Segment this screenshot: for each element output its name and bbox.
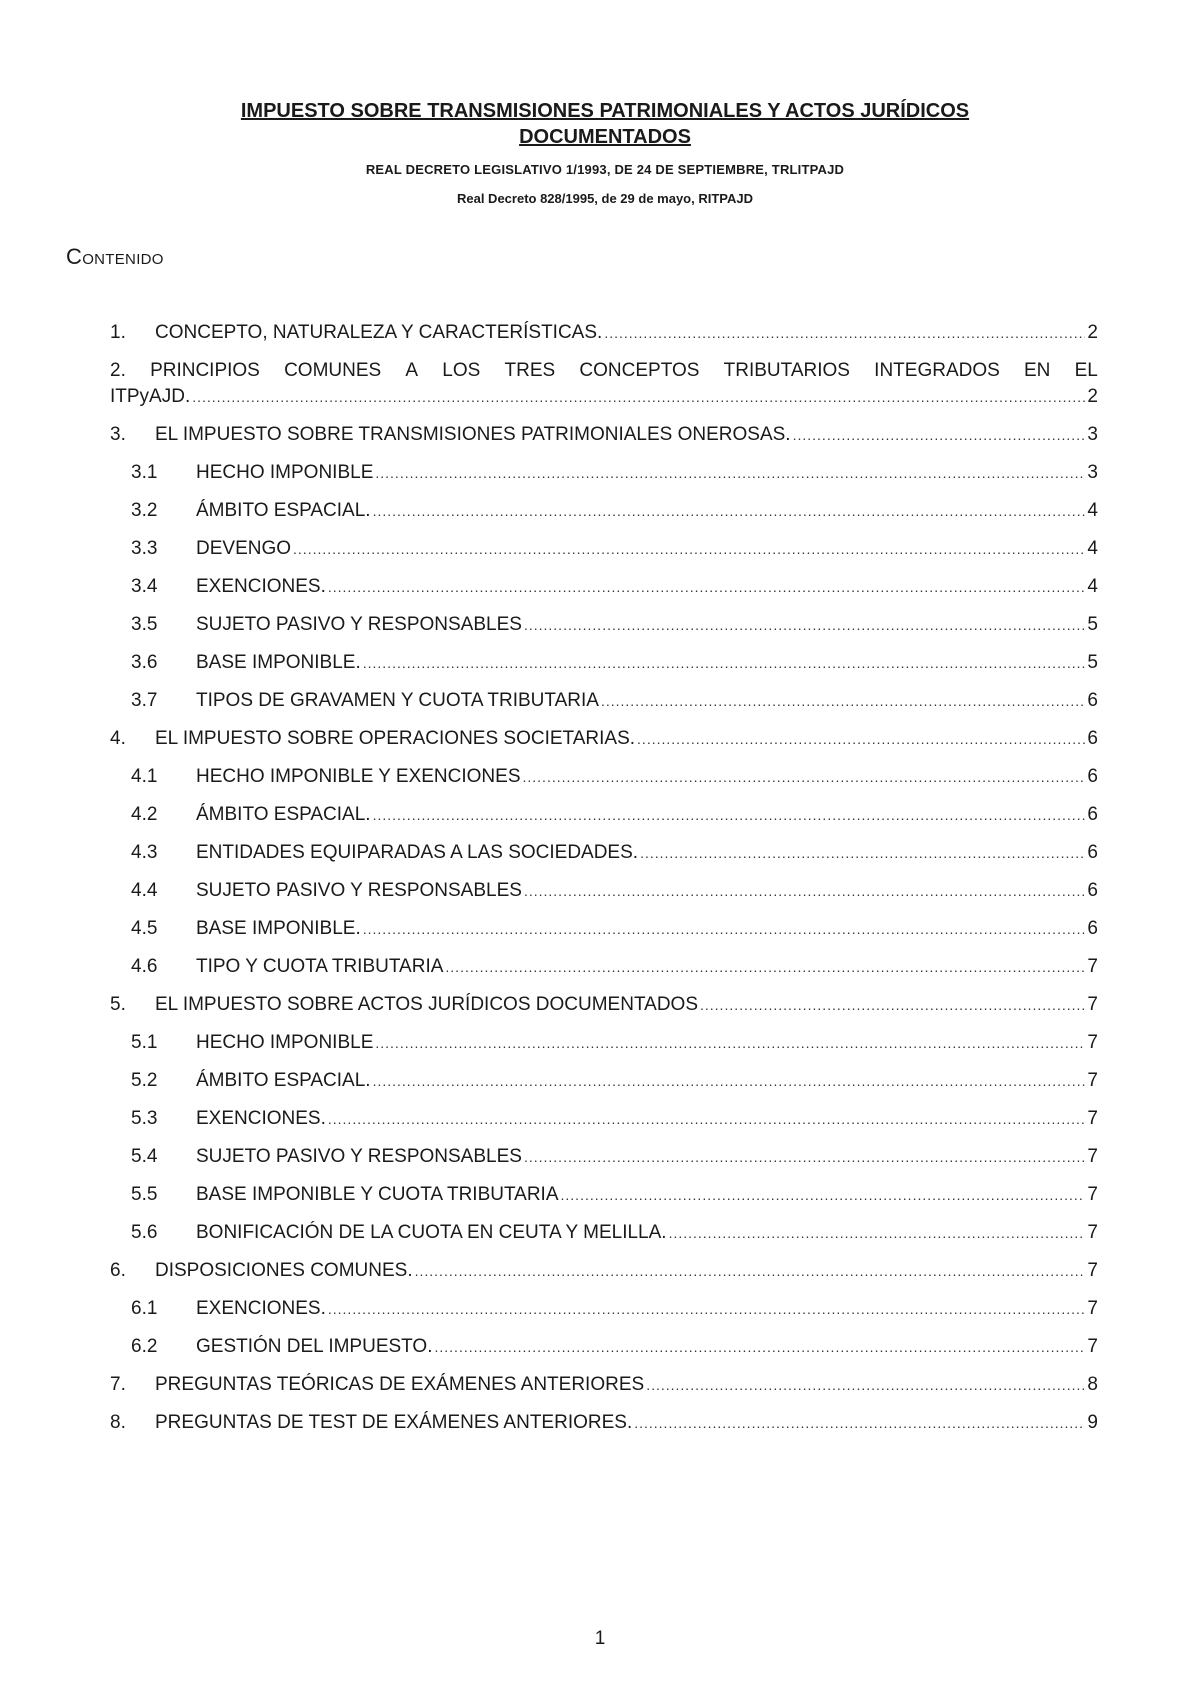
toc-entry-number: 5.	[110, 994, 126, 1015]
toc-entry-label: ÁMBITO ESPACIAL.	[196, 500, 371, 521]
toc-entry[interactable]	[110, 726, 1098, 764]
toc-entry-page: 7	[1087, 1146, 1098, 1167]
toc-entry-number: 4.3	[131, 842, 158, 863]
toc-dot-leader	[373, 498, 1086, 524]
toc-entry-page: 6	[1087, 690, 1098, 711]
toc-entry[interactable]	[110, 358, 1098, 422]
toc-entry-number: 4.4	[131, 880, 158, 901]
toc-dot-leader	[634, 1410, 1085, 1436]
toc-entry[interactable]	[110, 1182, 1098, 1220]
toc-entry-page: 4	[1087, 576, 1098, 597]
toc-entry-page: 9	[1087, 1412, 1098, 1433]
toc-entry[interactable]	[110, 1372, 1098, 1410]
toc-entry-page: 7	[1087, 1108, 1098, 1129]
toc-entry-label-word: TRIBUTARIOS	[723, 360, 850, 381]
toc-dot-leader	[524, 1144, 1085, 1170]
toc-dot-leader	[561, 1182, 1086, 1208]
toc-dot-leader	[192, 384, 1085, 410]
toc-entry-label: PREGUNTAS DE TEST DE EXÁMENES ANTERIORES.	[155, 1412, 633, 1433]
toc-entry-number: 6.	[110, 1260, 126, 1281]
toc-entry-page: 5	[1087, 652, 1098, 673]
toc-entry-label: ITPyAJD.	[110, 386, 191, 407]
toc-entry-label-word: INTEGRADOS	[874, 360, 1000, 381]
toc-entry-label: EXENCIONES.	[196, 1108, 326, 1129]
toc-entry-page: 2	[1087, 386, 1098, 407]
toc-entry-number: 3.7	[131, 690, 158, 711]
toc-entry-label-word: TRES	[504, 360, 556, 381]
toc-entry-number: 5.5	[131, 1184, 158, 1205]
toc-entry[interactable]	[110, 536, 1098, 574]
toc-entry[interactable]	[110, 992, 1098, 1030]
toc-entry-label: ENTIDADES EQUIPARADAS A LAS SOCIEDADES.	[196, 842, 639, 863]
toc-dot-leader	[445, 954, 1085, 980]
toc-entry-label-word: COMUNES	[284, 360, 382, 381]
toc-entry-label-word: EL	[1074, 360, 1098, 381]
toc-entry-label: EXENCIONES.	[196, 576, 326, 597]
toc-entry-page: 2	[1087, 322, 1098, 343]
document-title-line1: IMPUESTO SOBRE TRANSMISIONES PATRIMONIALES Y ACTOS JURÍDICOS	[240, 100, 970, 122]
toc-dot-leader	[640, 840, 1085, 866]
toc-entry-number: 4.1	[131, 766, 158, 787]
toc-entry-label: BASE IMPONIBLE Y CUOTA TRIBUTARIA	[196, 1184, 559, 1205]
document-title	[110, 98, 1100, 150]
toc-dot-leader	[328, 574, 1086, 600]
toc-entry-number: 4.5	[131, 918, 158, 939]
toc-entry-page: 6	[1087, 766, 1098, 787]
toc-entry-label: DISPOSICIONES COMUNES.	[155, 1260, 413, 1281]
toc-dot-leader	[375, 1030, 1085, 1056]
document-subtitle-regulation: Real Decreto 828/1995, de 29 de mayo, RITPAJD	[456, 191, 753, 206]
toc-entry-label: BASE IMPONIBLE.	[196, 652, 361, 673]
toc-entry-number: 3.	[110, 424, 126, 445]
toc-entry-label: EL IMPUESTO SOBRE TRANSMISIONES PATRIMONIALES ONEROSAS.	[155, 424, 791, 445]
table-of-contents	[110, 320, 1098, 1448]
toc-entry-page: 7	[1087, 1260, 1098, 1281]
toc-dot-leader	[601, 688, 1085, 714]
toc-entry-label: EL IMPUESTO SOBRE OPERACIONES SOCIETARIAS.	[155, 728, 636, 749]
toc-entry-page: 4	[1087, 538, 1098, 559]
toc-entry-page: 3	[1087, 424, 1098, 445]
toc-entry[interactable]	[110, 1030, 1098, 1068]
document-header	[110, 98, 1100, 206]
toc-dot-leader	[700, 992, 1085, 1018]
toc-entry[interactable]	[110, 460, 1098, 498]
toc-entry-label: CONCEPTO, NATURALEZA Y CARACTERÍSTICAS.	[155, 322, 603, 343]
toc-entry-label-word: LOS	[442, 360, 481, 381]
document-subtitle-legislation: REAL DECRETO LEGISLATIVO 1/1993, DE 24 DE SEPTIEMBRE, TRLITPAJD	[365, 162, 845, 177]
toc-entry[interactable]	[110, 764, 1098, 802]
toc-entry-page: 6	[1087, 804, 1098, 825]
toc-entry-label: SUJETO PASIVO Y RESPONSABLES	[196, 1146, 522, 1167]
toc-entry[interactable]	[110, 612, 1098, 650]
toc-entry-number: 4.2	[131, 804, 158, 825]
toc-entry-page: 7	[1087, 1222, 1098, 1243]
toc-entry-number: 5.3	[131, 1108, 158, 1129]
toc-entry[interactable]	[110, 1258, 1098, 1296]
toc-entry-number: 3.2	[131, 500, 158, 521]
toc-entry-page: 6	[1087, 842, 1098, 863]
toc-entry-label: SUJETO PASIVO Y RESPONSABLES	[196, 880, 522, 901]
toc-dot-leader	[293, 536, 1085, 562]
contents-heading: Contenido	[66, 244, 164, 269]
toc-dot-leader	[604, 320, 1085, 346]
toc-dot-leader	[524, 878, 1085, 904]
toc-entry-label-word: EN	[1024, 360, 1051, 381]
toc-entry[interactable]	[110, 1106, 1098, 1144]
toc-dot-leader	[524, 612, 1085, 638]
toc-dot-leader	[328, 1296, 1086, 1322]
toc-entry-number: 5.2	[131, 1070, 158, 1091]
toc-dot-leader	[523, 764, 1086, 790]
toc-entry-label: TIPO Y CUOTA TRIBUTARIA	[196, 956, 444, 977]
toc-entry-page: 7	[1087, 956, 1098, 977]
toc-entry-number: 8.	[110, 1412, 126, 1433]
toc-entry-label: EL IMPUESTO SOBRE ACTOS JURÍDICOS DOCUMENTADOS	[155, 994, 698, 1015]
toc-entry-label: ÁMBITO ESPACIAL.	[196, 804, 371, 825]
toc-entry-number: 5.1	[131, 1032, 158, 1053]
toc-dot-leader	[328, 1106, 1086, 1132]
toc-dot-leader	[363, 650, 1086, 676]
toc-entry-label: SUJETO PASIVO Y RESPONSABLES	[196, 614, 522, 635]
toc-entry-label: BONIFICACIÓN DE LA CUOTA EN CEUTA Y MELILLA.	[196, 1222, 667, 1243]
toc-entry[interactable]	[110, 1068, 1098, 1106]
toc-entry[interactable]	[110, 320, 1098, 358]
toc-entry-page: 3	[1087, 462, 1098, 483]
toc-entry-number: 3.3	[131, 538, 158, 559]
toc-dot-leader	[415, 1258, 1086, 1284]
toc-entry[interactable]	[110, 1296, 1098, 1334]
toc-entry-page: 6	[1087, 880, 1098, 901]
toc-dot-leader	[363, 916, 1086, 942]
toc-entry[interactable]	[110, 1144, 1098, 1182]
toc-entry[interactable]	[110, 650, 1098, 688]
toc-entry-number: 5.6	[131, 1222, 158, 1243]
toc-dot-leader	[646, 1372, 1085, 1398]
toc-entry-page: 5	[1087, 614, 1098, 635]
toc-entry-number: 4.	[110, 728, 126, 749]
toc-entry-number: 1.	[110, 322, 126, 343]
toc-entry-number: 3.1	[131, 462, 158, 483]
toc-dot-leader	[637, 726, 1085, 752]
toc-entry[interactable]	[110, 1334, 1098, 1372]
toc-entry[interactable]	[110, 954, 1098, 992]
toc-entry-page: 7	[1087, 994, 1098, 1015]
toc-entry-label-word: A	[405, 360, 419, 381]
toc-entry-number: 4.6	[131, 956, 158, 977]
toc-entry-number: 5.4	[131, 1146, 158, 1167]
toc-entry[interactable]	[110, 498, 1098, 536]
toc-entry[interactable]	[110, 802, 1098, 840]
toc-entry-number: 7.	[110, 1374, 126, 1395]
toc-entry[interactable]	[110, 688, 1098, 726]
toc-entry-number: 2.	[110, 360, 126, 381]
toc-entry-number: 3.4	[131, 576, 158, 597]
toc-entry-label: PREGUNTAS TEÓRICAS DE EXÁMENES ANTERIORES	[155, 1374, 645, 1395]
toc-entry-label: DEVENGO	[196, 538, 292, 559]
toc-entry[interactable]	[110, 422, 1098, 460]
toc-entry-page: 6	[1087, 728, 1098, 749]
toc-entry-page: 6	[1087, 918, 1098, 939]
toc-entry-label: HECHO IMPONIBLE	[196, 1032, 374, 1053]
toc-dot-leader	[375, 460, 1085, 486]
toc-entry-label: HECHO IMPONIBLE Y EXENCIONES	[196, 766, 521, 787]
toc-entry-label: GESTIÓN DEL IMPUESTO.	[196, 1336, 433, 1357]
toc-entry-page: 7	[1087, 1070, 1098, 1091]
toc-entry[interactable]	[110, 574, 1098, 612]
toc-entry-label-word: CONCEPTOS	[579, 360, 700, 381]
toc-entry-page: 7	[1087, 1336, 1098, 1357]
toc-dot-leader	[793, 422, 1086, 448]
toc-entry-label: EXENCIONES.	[196, 1298, 326, 1319]
toc-dot-leader	[373, 802, 1086, 828]
toc-entry-label-word: PRINCIPIOS	[150, 360, 260, 381]
toc-entry-page: 4	[1087, 500, 1098, 521]
toc-entry[interactable]	[110, 916, 1098, 954]
toc-entry-number: 3.5	[131, 614, 158, 635]
toc-entry[interactable]	[110, 1220, 1098, 1258]
page-number: 1	[594, 1628, 606, 1649]
document-title-line2: DOCUMENTADOS	[519, 126, 691, 148]
toc-entry-label: ÁMBITO ESPACIAL.	[196, 1070, 371, 1091]
toc-entry-label: TIPOS DE GRAVAMEN Y CUOTA TRIBUTARIA	[196, 690, 599, 711]
toc-dot-leader	[435, 1334, 1086, 1360]
toc-entry[interactable]	[110, 840, 1098, 878]
toc-entry-page: 7	[1087, 1184, 1098, 1205]
toc-entry-page: 8	[1087, 1374, 1098, 1395]
toc-entry-label: HECHO IMPONIBLE	[196, 462, 374, 483]
toc-entry-page: 7	[1087, 1032, 1098, 1053]
toc-entry-page: 7	[1087, 1298, 1098, 1319]
toc-entry-number: 3.6	[131, 652, 158, 673]
toc-dot-leader	[373, 1068, 1086, 1094]
toc-dot-leader	[669, 1220, 1086, 1246]
toc-entry[interactable]	[110, 878, 1098, 916]
toc-entry[interactable]	[110, 1410, 1098, 1448]
toc-entry-number: 6.1	[131, 1298, 158, 1319]
toc-entry-label: BASE IMPONIBLE.	[196, 918, 361, 939]
toc-entry-number: 6.2	[131, 1336, 158, 1357]
